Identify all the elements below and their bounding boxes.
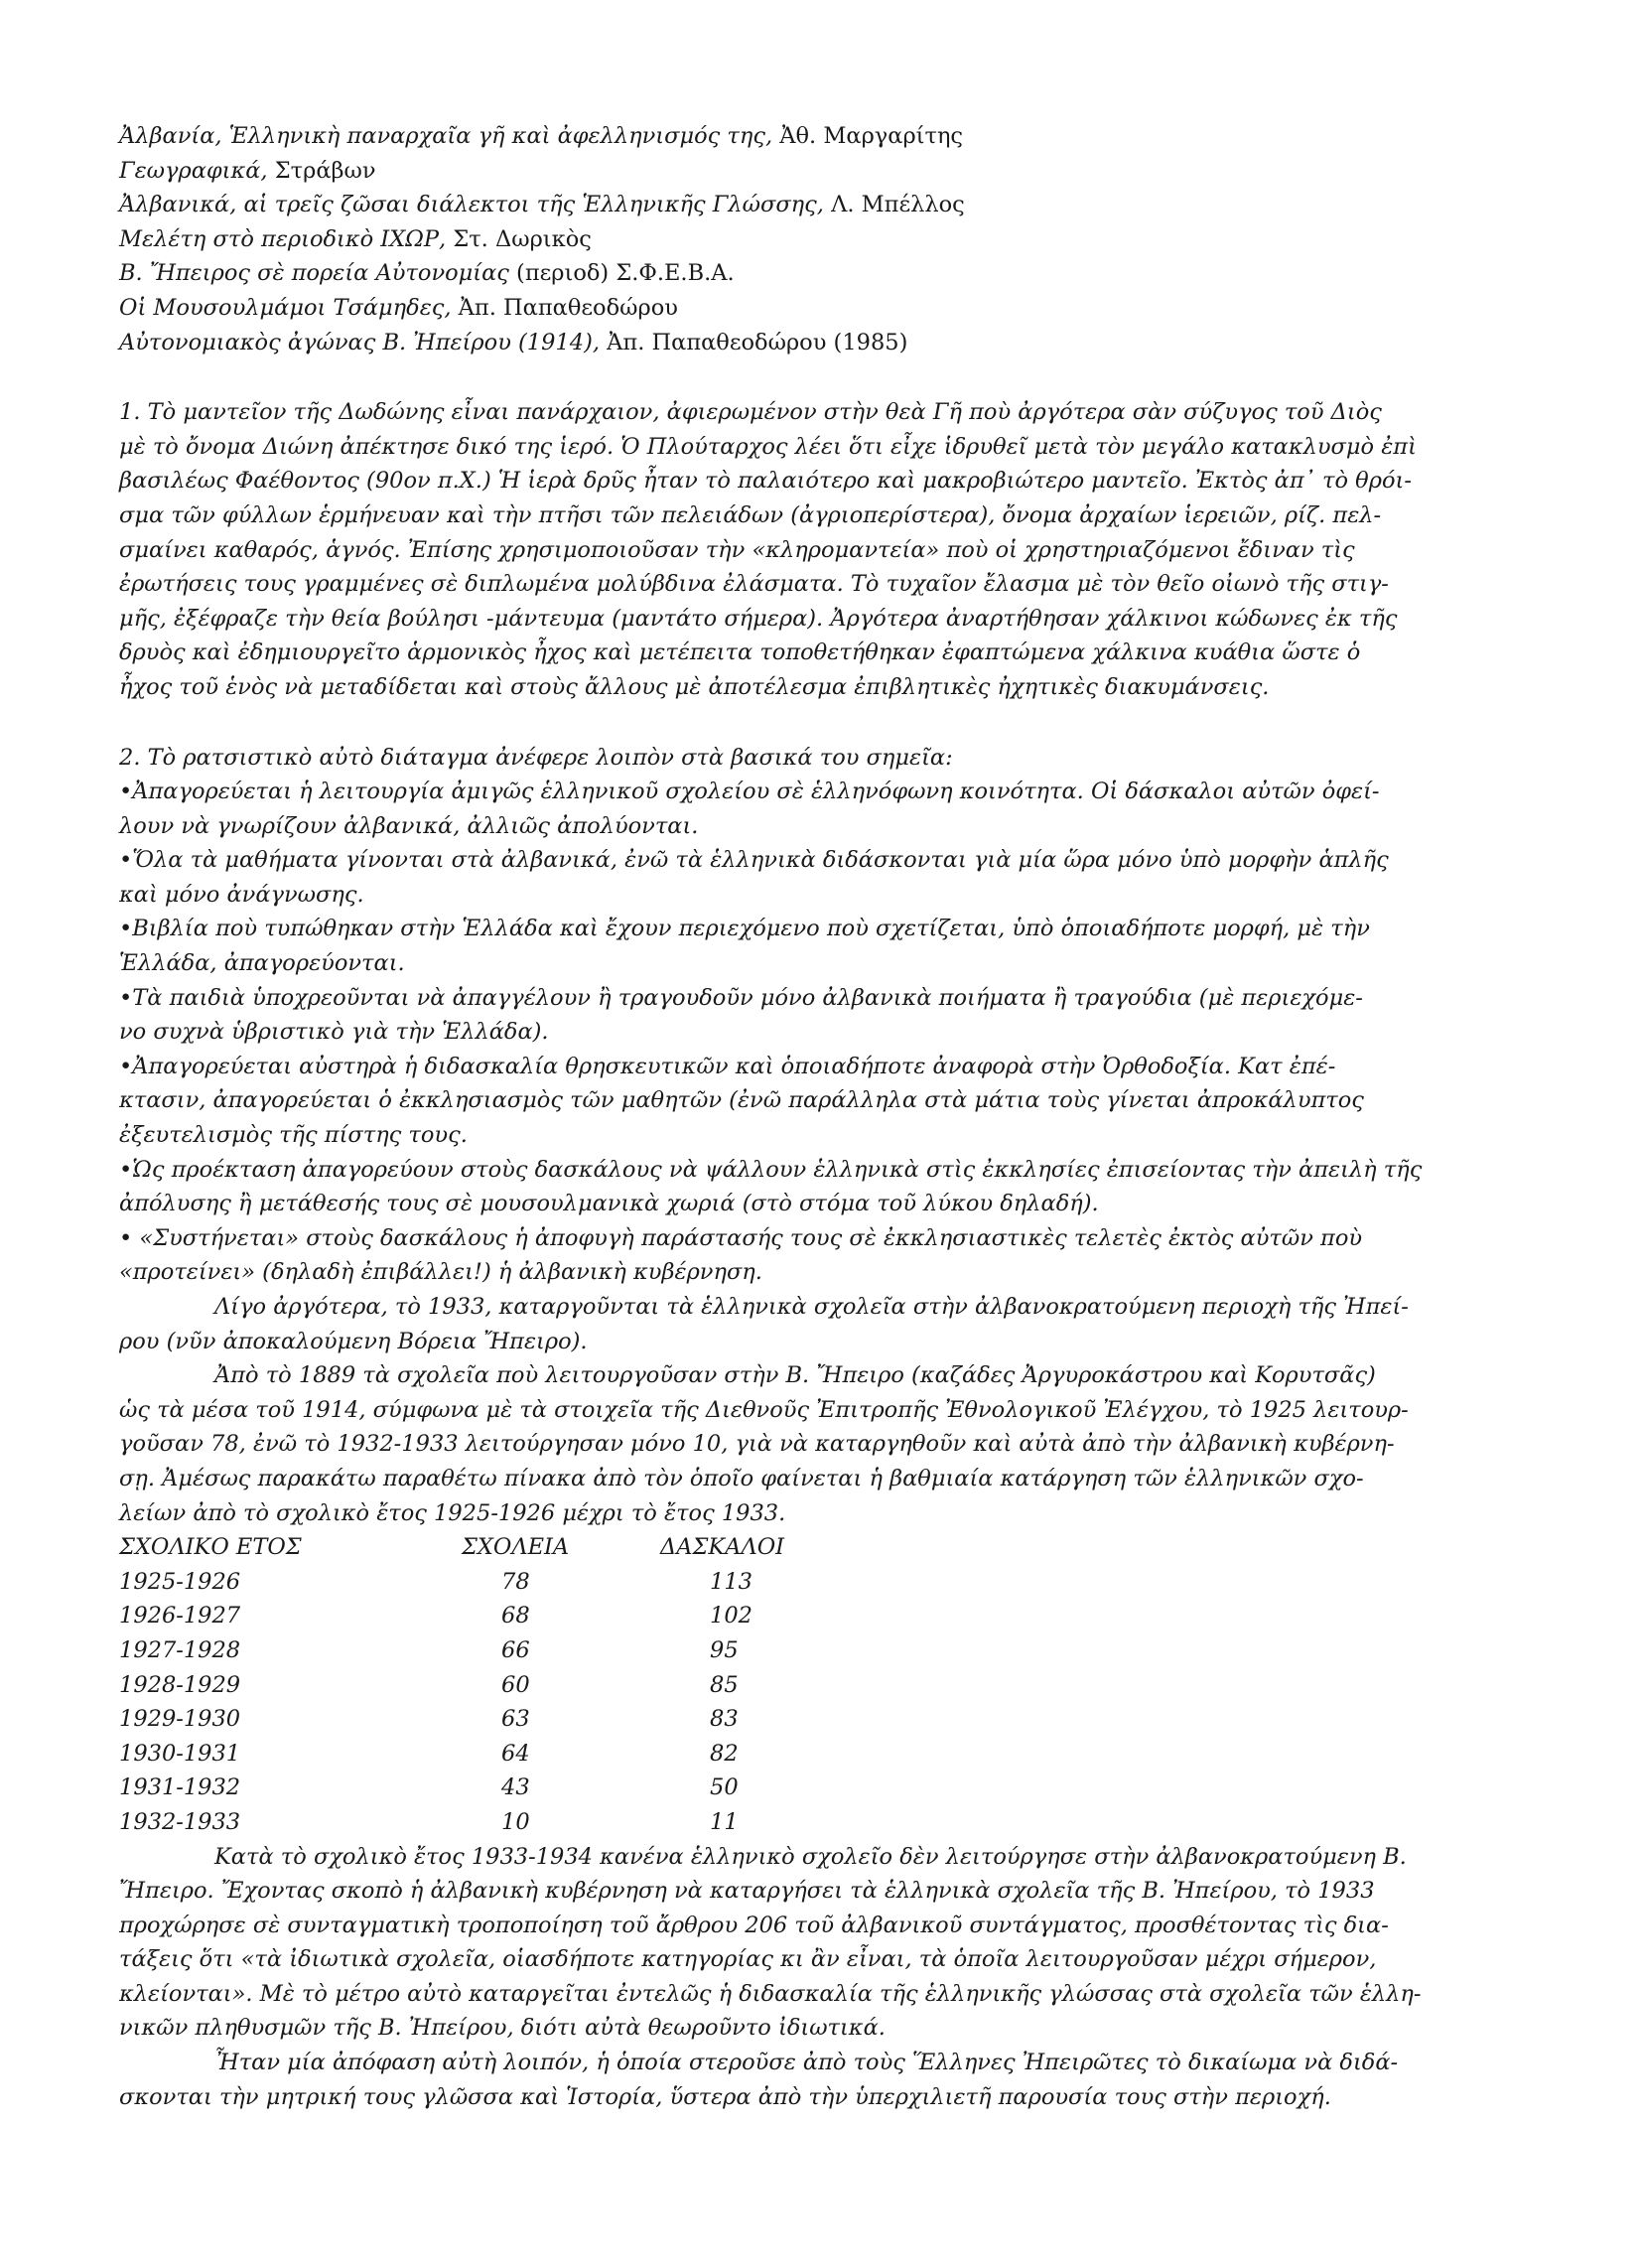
footnote-line: ἐρωτήσεις τους γραμμένες σὲ διπλωμένα μολύβδινα ἐλάσματα. Τὸ τυχαῖον ἔλασμα μὲ τὸν θεῖο οἰωνὸ τῆς στιγ- xyxy=(119,571,1389,598)
cell-year: 1925-1926 xyxy=(119,1568,241,1595)
paragraph-line: σκονται τὴν μητρική τους γλῶσσα καὶ Ἱστορία, ὕστερα ἀπὸ τὴν ὑπερχιλιετῆ παρουσία τους στὴν περιοχή. xyxy=(119,2083,1331,2110)
cell-schools: 64 xyxy=(501,1740,530,1767)
paragraph-1933 xyxy=(119,1290,1519,1358)
footnote-line: κτασιν, ἀπαγορεύεται ὁ ἐκκλησιασμὸς τῶν μαθητῶν (ἐνῶ παράλληλα στὰ μάτια τοὺς γίνεται ἀπροκάλυπτος xyxy=(119,1087,1364,1114)
cell-year: 1927-1928 xyxy=(119,1636,241,1663)
footnote-line: •Ἀπαγορεύεται ἡ λειτουργία ἀμιγῶς ἑλληνικοῦ σχολείου σὲ ἑλληνόφωνη κοινότητα. Οἱ δάσκαλοι αὐτῶν ὀφεί- xyxy=(119,779,1380,805)
bibliography-author: Λ. Μπέλλος xyxy=(823,192,965,218)
footnote-line: καὶ μόνο ἀνάγνωσης. xyxy=(119,881,364,908)
cell-teachers: 113 xyxy=(710,1568,752,1595)
footnote-line: νο συχνὰ ὑβριστικὸ γιὰ τὴν Ἑλλάδα). xyxy=(119,1019,549,1046)
cell-teachers: 95 xyxy=(710,1636,739,1663)
table-row xyxy=(119,1737,898,1772)
table-row xyxy=(119,1633,898,1668)
schools-table xyxy=(119,1530,898,1839)
footnote-line: ἦχος τοῦ ἑνὸς νὰ μεταδίδεται καὶ στοὺς ἄλλους μὲ ἀποτέλεσμα ἐπιβλητικὲς ἠχητικὲς διακυμάνσεις. xyxy=(119,673,1270,700)
paragraph-line: λείων ἀπὸ τὸ σχολικὸ ἔτος 1925-1926 μέχρι τὸ ἔτος 1933. xyxy=(119,1499,786,1526)
bibliography-title: Ἀλβανία, Ἑλληνικὴ παναρχαῖα γῆ καὶ ἀφελληνισμός της, xyxy=(119,123,773,149)
footnote-line: 1. Τὸ μαντεῖον τῆς Δωδώνης εἶναι πανάρχαιον, ἀφιερωμένον στὴν θεὰ Γῆ ποὺ ἀργότερα σὰν σύζυγος τοῦ Διὸς xyxy=(119,399,1382,426)
bibliography-author: Στράβων xyxy=(267,157,376,184)
footnote-line: «προτείνει» (δηλαδὴ ἐπιβάλλει!) ἡ ἀλβανικὴ κυβέρνηση. xyxy=(119,1259,762,1286)
bibliography-author: (περιοδ) Σ.Φ.Ε.Β.Α. xyxy=(508,260,735,287)
cell-year: 1932-1933 xyxy=(119,1808,241,1835)
paragraph-line: Λίγο ἀργότερα, τὸ 1933, καταργοῦνται τὰ ἑλληνικὰ σχολεῖα στὴν ἀλβανοκρατούμενη περιοχὴ τῆς Ἠπεί- xyxy=(214,1294,1409,1320)
paragraph-line: Κατὰ τὸ σχολικὸ ἔτος 1933-1934 κανένα ἑλληνικὸ σχολεῖο δὲν λειτούργησε στὴν ἀλβανοκρατούμενη Β. xyxy=(214,1843,1407,1870)
cell-year: 1929-1930 xyxy=(119,1706,241,1733)
footnote-line: 2. Τὸ ρατσιστικὸ αὐτὸ διάταγμα ἀνέφερε λοιπὸν στὰ βασικά του σημεῖα: xyxy=(119,744,953,771)
footnote-line: ἐξευτελισμὸς τῆς πίστης τους. xyxy=(119,1122,468,1149)
paragraph-1933-1934 xyxy=(119,1840,1519,2047)
bibliography-author: Ἀπ. Παπαθεοδώρου xyxy=(451,294,678,321)
cell-schools: 43 xyxy=(501,1774,530,1801)
bibliography-author: Ἀθ. Μαργαρίτης xyxy=(772,123,964,149)
paragraph-line: ὡς τὰ μέσα τοῦ 1914, σύμφωνα μὲ τὰ στοιχεῖα τῆς Διεθνοῦς Ἐπιτροπῆς Ἐθνολογικοῦ Ἐλέγχου, τὸ 1925 λειτουρ- xyxy=(119,1396,1409,1423)
bibliography-item xyxy=(119,222,1519,257)
bibliography-item xyxy=(119,188,1519,222)
cell-schools: 66 xyxy=(501,1636,530,1663)
footnote-line: σμαίνει καθαρός, ἁγνός. Ἐπίσης χρησιμοποιοῦσαν τὴν «κληρομαντεία» ποὺ οἱ χρηστηριαζόμενοι ἔδιναν τὶς xyxy=(119,536,1355,563)
paragraph-line: Ἀπὸ τὸ 1889 τὰ σχολεῖα ποὺ λειτουργοῦσαν στὴν Β. Ἤπειρο (καζάδες Ἀργυροκάστρου καὶ Κορυτσᾶς) xyxy=(214,1362,1376,1389)
cell-teachers: 102 xyxy=(710,1603,752,1630)
cell-teachers: 83 xyxy=(710,1706,739,1733)
cell-teachers: 82 xyxy=(710,1740,739,1767)
paragraph-line: προχώρησε σὲ συνταγματικὴ τροποποίηση τοῦ ἄρθρου 206 τοῦ ἀλβανικοῦ συντάγματος, προσθέτοντας τὶς δια- xyxy=(119,1912,1389,1938)
cell-schools: 60 xyxy=(501,1671,530,1698)
bibliography-item xyxy=(119,154,1519,189)
footnote-line: •Τὰ παιδιὰ ὑποχρεοῦνται νὰ ἀπαγγέλουν ἢ τραγουδοῦν μόνο ἀλβανικὰ ποιήματα ἢ τραγούδια (μὲ περιεχόμε- xyxy=(119,984,1363,1011)
paragraph-line: σῃ. Ἀμέσως παρακάτω παραθέτω πίνακα ἀπὸ τὸν ὁποῖο φαίνεται ἡ βαθμιαία κατάργηση τῶν ἑλληνικῶν σχο- xyxy=(119,1465,1364,1491)
bibliography-title: Β. Ἤπειρος σὲ πορεία Αὐτονομίας xyxy=(119,260,509,287)
cell-year: 1931-1932 xyxy=(119,1774,241,1801)
footnote-line: μῆς, ἐξέφραζε τὴν θεία βούλησι -μάντευμα (μαντάτο σήμερα). Ἀργότερα ἀναρτήθησαν χάλκινοι κώδωνες ἐκ τῆς xyxy=(119,605,1398,632)
footnote-line: •Ὅλα τὰ μαθήματα γίνονται στὰ ἀλβανικά, ἐνῶ τὰ ἑλληνικὰ διδάσκονται γιὰ μία ὥρα μόνο ὑπὸ μορφὴν ἁπλῆς xyxy=(119,847,1389,874)
footnote-line: • «Συστήνεται» στοὺς δασκάλους ἡ ἀποφυγὴ παράστασής τους σὲ ἐκκλησιαστικὲς τελετὲς ἐκτὸς αὐτῶν ποὺ xyxy=(119,1224,1363,1251)
paragraph-line: γοῦσαν 78, ἐνῶ τὸ 1932-1933 λειτούργησαν μόνο 10, γιὰ νὰ καταργηθοῦν καὶ αὐτὰ ἀπὸ τὴν ἀλβανικὴ κυβέρνη- xyxy=(119,1431,1395,1458)
table-header-row xyxy=(119,1530,898,1565)
footnote-line: μὲ τὸ ὄνομα Διώνη ἀπέκτησε δικό της ἱερό. Ὁ Πλούταρχος λέει ὅτι εἶχε ἱδρυθεῖ μετὰ τὸν μεγάλο κατακλυσμὸ ἐπὶ xyxy=(119,433,1417,460)
footnote-line: •Ἀπαγορεύεται αὐστηρὰ ἡ διδασκαλία θρησκευτικῶν καὶ ὁποιαδήποτε ἀναφορὰ στὴν Ὀρθοδοξία. Κατ ἐπέ- xyxy=(119,1053,1336,1079)
bibliography-title: Γεωγραφικά, xyxy=(119,157,268,184)
bibliography-title: Ἀλβανικά, αἱ τρεῖς ζῶσαι διάλεκτοι τῆς Ἑλληνικῆς Γλώσσης, xyxy=(119,192,824,218)
bibliography-title: Μελέτη στὸ περιοδικὸ ΙΧΩΡ, xyxy=(119,225,447,252)
cell-teachers: 50 xyxy=(710,1774,739,1801)
column-header-schools: ΣΧΟΛΕΙΑ xyxy=(462,1534,570,1561)
cell-year: 1926-1927 xyxy=(119,1603,241,1630)
cell-schools: 68 xyxy=(501,1603,530,1630)
cell-teachers: 11 xyxy=(710,1808,739,1835)
cell-year: 1930-1931 xyxy=(119,1740,241,1767)
spacer xyxy=(119,359,1519,395)
paragraph-1889 xyxy=(119,1358,1519,1530)
paragraph-line: τάξεις ὅτι «τὰ ἰδιωτικὰ σχολεῖα, οἱασδήποτε κατηγορίας κι ἂν εἶναι, τὰ ὁποῖα λειτουργοῦσαν μέχρι σήμερον, xyxy=(119,1946,1377,1973)
paragraph-final xyxy=(119,2046,1519,2114)
footnote-line: •Βιβλία ποὺ τυπώθηκαν στὴν Ἑλλάδα καὶ ἔχουν περιεχόμενο ποὺ σχετίζεται, ὑπὸ ὁποιαδήποτε μορφή, μὲ τὴν xyxy=(119,916,1370,942)
bibliography-item xyxy=(119,326,1519,360)
page-body xyxy=(119,119,1519,2114)
cell-teachers: 85 xyxy=(710,1671,739,1698)
bibliography-item xyxy=(119,256,1519,291)
bibliography-title: Οἱ Μουσουλμάμοι Τσάμηδες, xyxy=(119,294,452,321)
bibliography-author: Στ. Δωρικὸς xyxy=(446,225,592,252)
footnote-line: σμα τῶν φύλλων ἑρμήνευαν καὶ τὴν πτῆσι τῶν πελειάδων (ἀγριοπερίστερα), ὄνομα ἀρχαίων ἱερειῶν, ρίζ. πελ- xyxy=(119,501,1382,528)
column-header-year: ΣΧΟΛΙΚΟ ΕΤΟΣ xyxy=(119,1534,302,1561)
paragraph-line: κλείονται». Μὲ τὸ μέτρο αὐτὸ καταργεῖται ἐντελῶς ἡ διδασκαλία τῆς ἑλληνικῆς γλώσσας στὰ σχολεῖα τῶν ἑλλη- xyxy=(119,1980,1422,2007)
column-header-teachers: ΔΑΣΚΑΛΟΙ xyxy=(660,1534,785,1561)
footnote-line: Ἑλλάδα, ἀπαγορεύονται. xyxy=(119,950,405,977)
footnote-line: ἀπόλυσης ἢ μετάθεσής τους σὲ μουσουλμανικὰ χωριά (στὸ στόμα τοῦ λύκου δηλαδή). xyxy=(119,1191,1099,1217)
cell-schools: 63 xyxy=(501,1706,530,1733)
cell-year: 1928-1929 xyxy=(119,1671,241,1698)
bibliography-author: Ἀπ. Παπαθεοδώρου (1985) xyxy=(600,329,908,355)
footnote-1 xyxy=(119,395,1519,704)
table-row xyxy=(119,1702,898,1737)
table-row xyxy=(119,1565,898,1600)
footnote-line: δρυὸς καὶ ἐδημιουργεῖτο ἁρμονικὸς ἦχος καὶ μετέπειτα τοποθετήθηκαν ἐφαπτώμενα χάλκινα κυάθια ὥστε ὁ xyxy=(119,639,1361,666)
bibliography xyxy=(119,119,1519,359)
footnote-line: βασιλέως Φαέθοντος (90ον π.Χ.) Ἡ ἱερὰ δρῦς ἦταν τὸ παλαιότερο καὶ μακροβιώτερο μαντεῖο. Ἐκτὸς ἀπ᾽ τὸ θρόι- xyxy=(119,468,1412,495)
footnote-2 xyxy=(119,741,1519,1291)
paragraph-line: Ἤπειρο. Ἔχοντας σκοπὸ ἡ ἀλβανικὴ κυβέρνηση νὰ καταργήσει τὰ ἑλληνικὰ σχολεῖα τῆς Β. Ἠπείρου, τὸ 1933 xyxy=(119,1878,1375,1905)
bibliography-item xyxy=(119,119,1519,154)
footnote-line: λουν νὰ γνωρίζουν ἀλβανικά, ἀλλιῶς ἀπολύονται. xyxy=(119,812,699,839)
cell-schools: 10 xyxy=(501,1808,530,1835)
footnote-line: •Ὡς προέκταση ἀπαγορεύουν στοὺς δασκάλους νὰ ψάλλουν ἑλληνικὰ στὶς ἐκκλησίες ἐπισείοντας τὴν ἀπειλὴ τῆς xyxy=(119,1156,1423,1183)
paragraph-line: ρου (νῦν ἀποκαλούμενη Βόρεια Ἤπειρο). xyxy=(119,1328,588,1354)
bibliography-item xyxy=(119,291,1519,326)
table-row xyxy=(119,1805,898,1840)
table-row xyxy=(119,1668,898,1703)
spacer xyxy=(119,705,1519,741)
bibliography-title: Αὐτονομιακὸς ἀγώνας Β. Ἠπείρου (1914), xyxy=(119,329,601,355)
table-row xyxy=(119,1771,898,1805)
paragraph-line: Ἦταν μία ἀπόφαση αὐτὴ λοιπόν, ἡ ὁποία στεροῦσε ἀπὸ τοὺς Ἕλληνες Ἠπειρῶτες τὸ δικαίωμα νὰ διδά- xyxy=(214,2050,1399,2076)
table-row xyxy=(119,1599,898,1633)
cell-schools: 78 xyxy=(501,1568,530,1595)
paragraph-line: νικῶν πληθυσμῶν τῆς Β. Ἠπείρου, διότι αὐτὰ θεωροῦντο ἰδιωτικά. xyxy=(119,2015,886,2042)
